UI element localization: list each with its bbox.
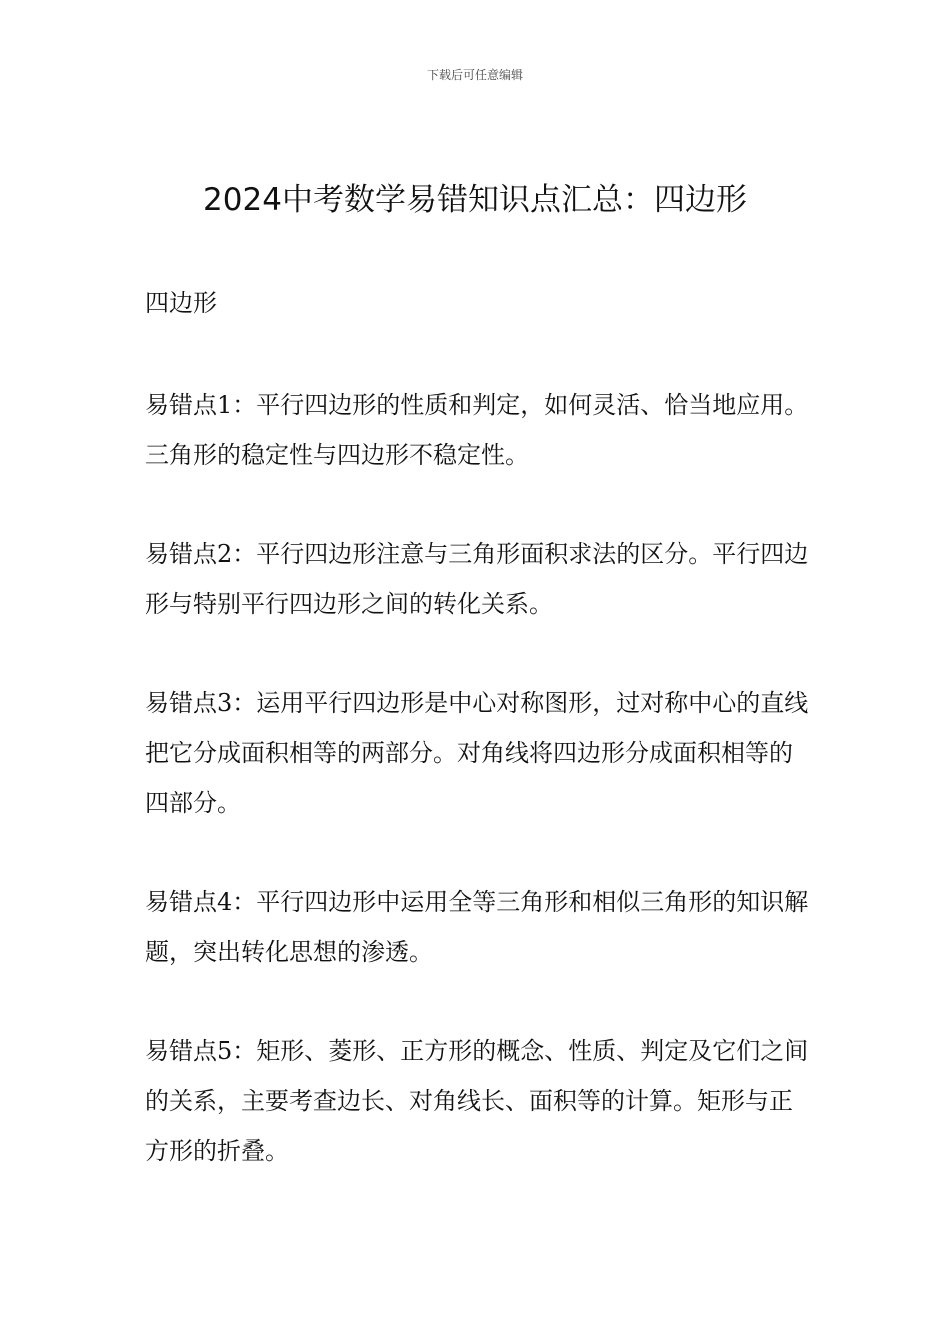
- paragraph-error-point-5: 易错点5：矩形、菱形、正方形的概念、性质、判定及它们之间的关系，主要考查边长、对角线长、面积等的计算。矩形与正方形的折叠。: [145, 1037, 809, 1165]
- document-body: [145, 280, 810, 1225]
- paragraph-error-point-4: 易错点4：平行四边形中运用全等三角形和相似三角形的知识解题，突出转化思想的渗透。: [145, 888, 809, 966]
- header-note: 下载后可任意编辑: [426, 68, 523, 82]
- section-heading: 四边形: [145, 289, 217, 317]
- paragraph-error-point-1: 易错点1：平行四边形的性质和判定，如何灵活、恰当地应用。三角形的稳定性与四边形不稳定性。: [145, 391, 809, 469]
- paragraph-error-point-2: 易错点2：平行四边形注意与三角形面积求法的区分。平行四边形与特别平行四边形之间的转化关系。: [145, 540, 809, 618]
- document-title: 2024中考数学易错知识点汇总：四边形: [203, 182, 747, 218]
- paragraph-error-point-3: 易错点3：运用平行四边形是中心对称图形，过对称中心的直线把它分成面积相等的两部分。对角线将四边形分成面积相等的四部分。: [145, 689, 809, 817]
